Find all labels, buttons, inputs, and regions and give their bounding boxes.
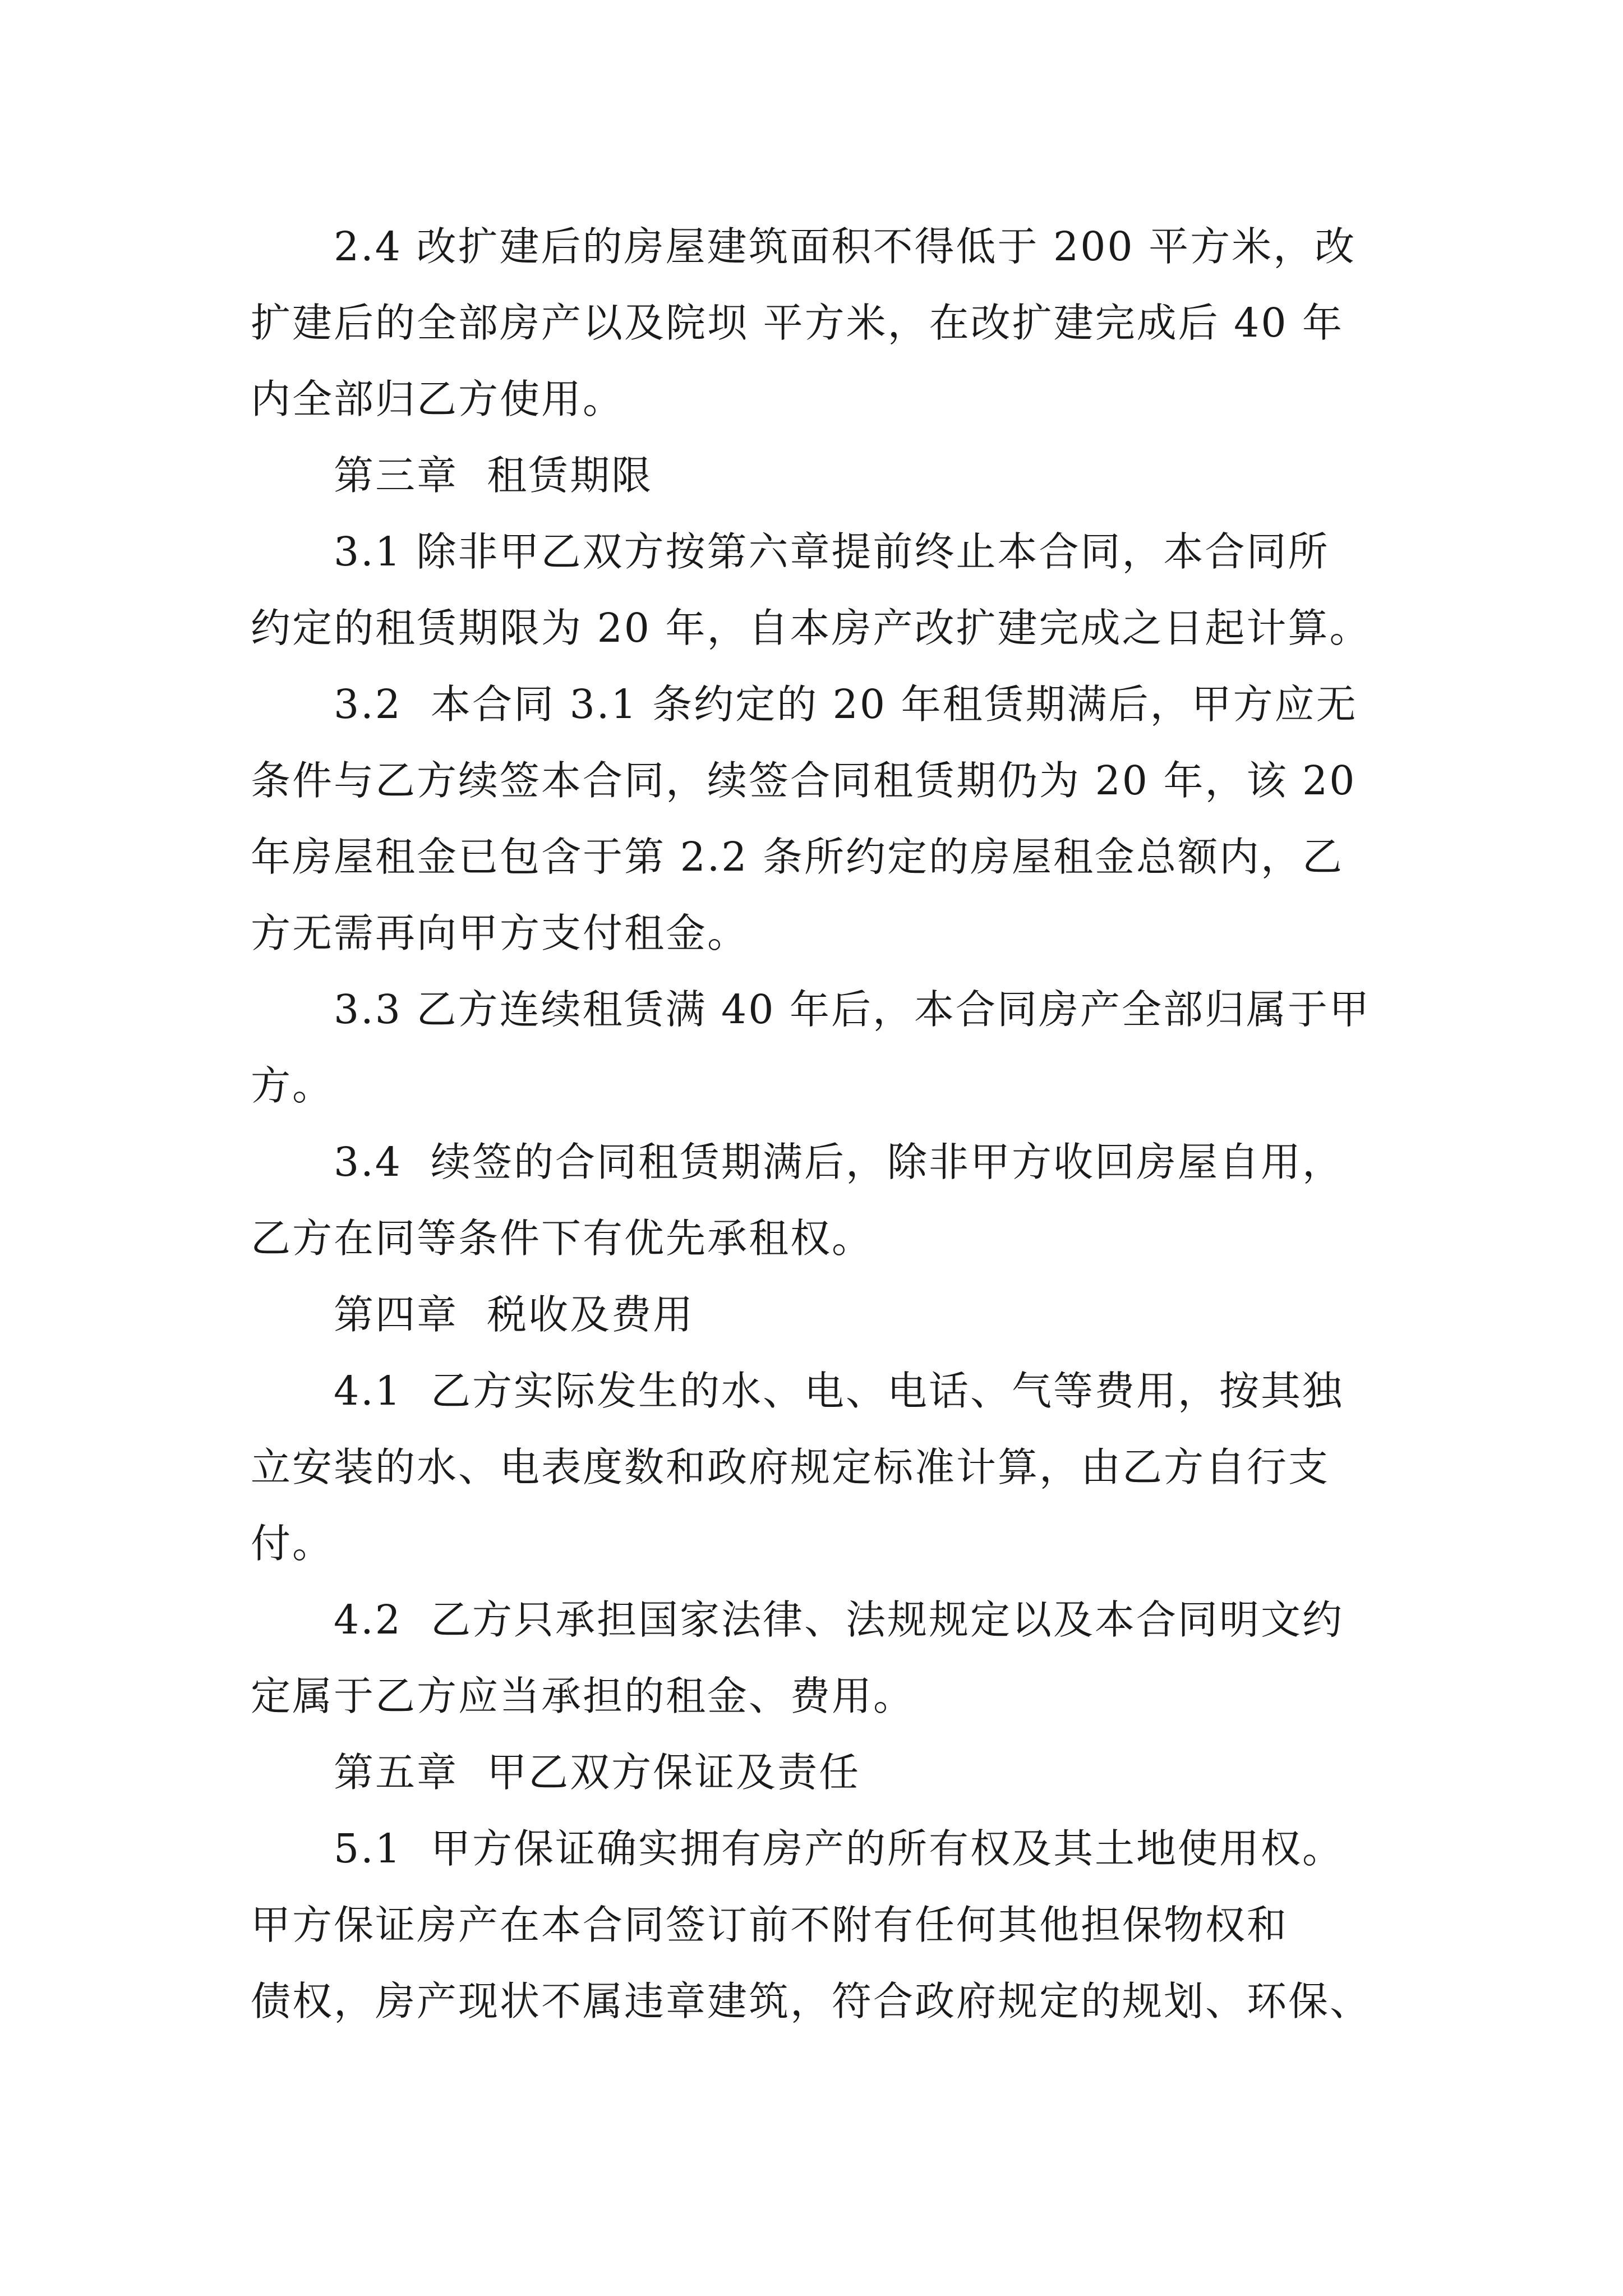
text-line: 4.2 乙方只承担国家法律、法规规定以及本合同明文约: [334, 1596, 1344, 1643]
text-line: 乙方在同等条件下有优先承租权。: [251, 1215, 874, 1262]
chapter-heading: 第三章 租赁期限: [334, 452, 653, 499]
text-line: 方无需再向甲方支付租金。: [251, 910, 749, 956]
text-line: 3.2 本合同 3.1 条约定的 20 年租赁期满后，甲方应无: [334, 681, 1358, 728]
text-line: 4.1 乙方实际发生的水、电、电话、气等费用，按其独: [334, 1368, 1344, 1414]
text-line: 扩建后的全部房产以及院坝 平方米，在改扩建完成后 40 年: [251, 300, 1344, 346]
text-line: 甲方保证房产在本合同签订前不附有任何其他担保物权和: [251, 1902, 1289, 1948]
text-line: 立安装的水、电表度数和政府规定标准计算，由乙方自行支: [251, 1444, 1330, 1490]
text-line: 3.4 续签的合同租赁期满后，除非甲方收回房屋自用，: [334, 1139, 1344, 1185]
text-line: 3.3 乙方连续租赁满 40 年后，本合同房产全部归属于甲: [334, 986, 1371, 1033]
text-line: 年房屋租金已包含于第 2.2 条所约定的房屋租金总额内，乙: [251, 834, 1344, 880]
text-line: 内全部归乙方使用。: [251, 376, 625, 422]
text-line: 3.1 除非甲乙双方按第六章提前终止本合同，本合同所: [334, 528, 1330, 575]
text-line: 定属于乙方应当承担的租金、费用。: [251, 1673, 915, 1719]
document-body: [251, 209, 1378, 2040]
text-line: 债权，房产现状不属违章建筑，符合政府规定的规划、环保、: [251, 1978, 1372, 2024]
text-line: 5.1 甲方保证确实拥有房产的所有权及其土地使用权。: [334, 1825, 1344, 1872]
chapter-heading: 第四章 税收及费用: [334, 1291, 695, 1338]
text-line: 2.4 改扩建后的房屋建筑面积不得低于 200 平方米，改: [334, 223, 1357, 270]
text-line: 付。: [251, 1520, 334, 1567]
text-line: 约定的租赁期限为 20 年，自本房产改扩建完成之日起计算。: [251, 605, 1371, 651]
text-line: 条件与乙方续签本合同，续签合同租赁期仍为 20 年，该 20: [251, 757, 1357, 804]
text-line: 方。: [251, 1062, 334, 1109]
chapter-heading: 第五章 甲乙双方保证及责任: [334, 1749, 861, 1796]
